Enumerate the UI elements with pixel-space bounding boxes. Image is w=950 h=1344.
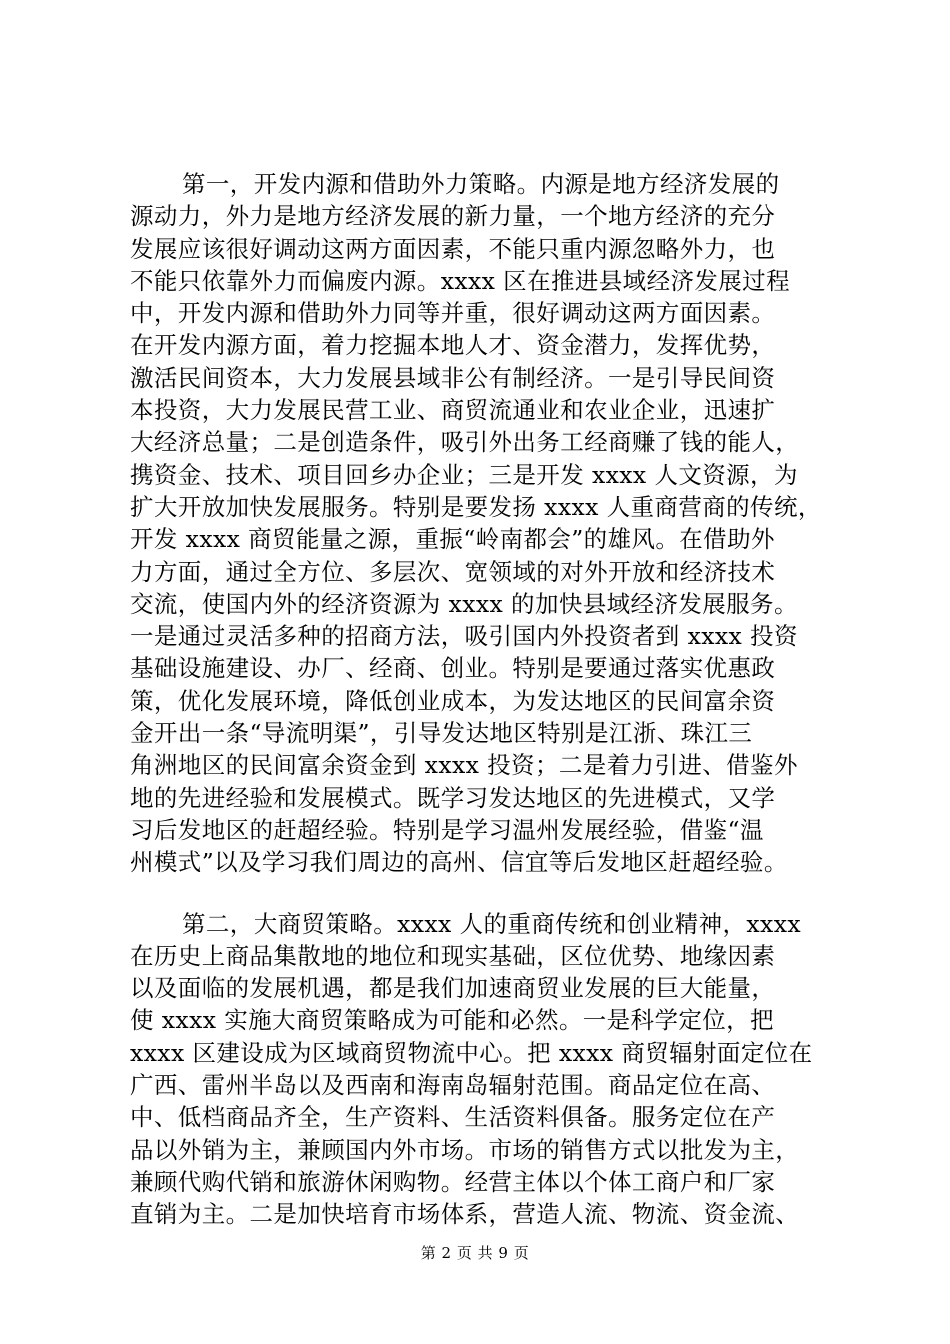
text-line: 第二，大商贸策略。xxxx 人的重商传统和创业精神，xxxx [182,909,801,938]
text-line: 使 xxxx 实施大商贸策略成为可能和必然。一是科学定位，把 [130,1006,774,1035]
text-line: 以及面临的发展机遇，都是我们加速商贸业发展的巨大能量， [130,974,776,1003]
paragraph-1 [130,168,842,879]
text-line: 大经济总量；二是创造条件，吸引外出务工经商赚了钱的能人， [130,428,800,457]
text-line: 广西、雷州半岛以及西南和海南岛辐射范围。商品定位在高、 [130,1071,776,1100]
page-number: 第 2 页 共 9 页 [420,1244,530,1262]
text-line: 交流，使国内外的经济资源为 xxxx 的加快县域经济发展服务。 [130,589,798,618]
text-line: 源动力，外力是地方经济发展的新力量，一个地方经济的充分 [130,202,776,231]
text-line: 中，开发内源和借助外力同等并重，很好调动这两方面因素。 [130,299,776,328]
document-body [130,168,842,1231]
text-line: 携资金、技术、项目回乡办企业；三是开发 xxxx 人文资源，为 [130,460,798,489]
text-line: 金开出一条“导流明渠”，引导发达地区特别是江浙、珠江三 [130,719,753,748]
text-line: 基础设施建设、办厂、经商、创业。特别是要通过落实优惠政 [130,654,776,683]
text-line: 策，优化发展环境，降低创业成本，为发达地区的民间富余资 [130,686,776,715]
text-line: 州模式”以及学习我们周边的高州、信宜等后发地区赶超经验。 [130,848,788,877]
text-line: 在开发内源方面，着力挖掘本地人才、资金潜力，发挥优势， [130,331,776,360]
paragraph-spacer [130,879,842,908]
text-line: 本投资，大力发展民营工业、商贸流通业和农业企业，迅速扩 [130,396,776,425]
page-footer [0,1243,950,1263]
text-line: 习后发地区的赶超经验。特别是学习温州发展经验，借鉴“温 [130,815,764,844]
text-line: 发展应该很好调动这两方面因素，不能只重内源忽略外力，也 [130,234,776,263]
text-line: 开发 xxxx 商贸能量之源，重振“岭南都会”的雄风。在借助外 [130,525,775,554]
text-line: 品以外销为主，兼顾国内外市场。市场的销售方式以批发为主， [130,1135,800,1164]
text-line: 在历史上商品集散地的地位和现实基础，区位优势、地缘因素 [130,941,776,970]
paragraph-2 [130,908,842,1231]
text-line: 第一，开发内源和借助外力策略。内源是地方经济发展的 [182,170,780,198]
text-line: 力方面，通过全方位、多层次、宽领域的对外开放和经济技术 [130,557,776,586]
text-line: 扩大开放加快发展服务。特别是要发扬 xxxx 人重商营商的传统， [130,492,822,521]
text-line: 兼顾代购代销和旅游休闲购物。经营主体以个体工商户和厂家 [130,1167,776,1196]
text-line: xxxx 区建设成为区域商贸物流中心。把 xxxx 商贸辐射面定位在 [130,1038,813,1067]
text-line: 角洲地区的民间富余资金到 xxxx 投资；二是着力引进、借鉴外 [130,751,798,780]
text-line: 中、低档商品齐全，生产资料、生活资料俱备。服务定位在产 [130,1103,776,1132]
text-line: 不能只依靠外力而偏废内源。xxxx 区在推进县域经济发展过程 [130,266,790,295]
text-line: 激活民间资本，大力发展县域非公有制经济。一是引导民间资 [130,363,776,392]
text-line: 地的先进经验和发展模式。既学习发达地区的先进模式，又学 [130,783,776,812]
text-line: 一是通过灵活多种的招商方法，吸引国内外投资者到 xxxx 投资 [130,622,798,651]
text-line: 直销为主。二是加快培育市场体系，营造人流、物流、资金流、 [130,1200,800,1229]
